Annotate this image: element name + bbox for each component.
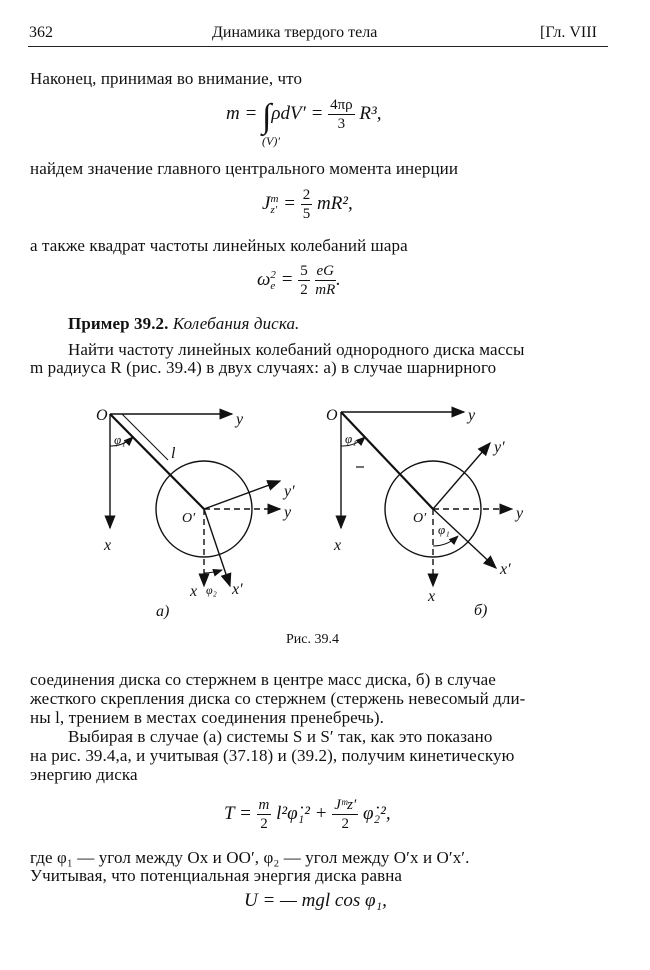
paragraph-5-line-3: ны l, трением в местах соединения пренебречь).: [30, 708, 385, 727]
formula-kinetic-frac1: $\frac{m}{2}$: [258, 797, 270, 832]
formula-mass-fraction: [328, 96, 355, 133]
formula-moment-eq: =: [278, 192, 301, 214]
fig-b-label-phi1b: φ₁: [438, 522, 450, 537]
formula-mass-rhs: R³,: [359, 102, 382, 124]
paragraph-4-line-1: Найти частоту линейных колебаний однородного диска массы: [68, 340, 525, 359]
fig-a-label: а): [156, 603, 170, 620]
fig-a-label-phi2: φ₂: [206, 583, 217, 597]
figure-39-4: [0, 392, 650, 652]
paragraph-6-line-3: энергию диска: [30, 765, 138, 784]
fig-a-label-yprime: y′: [284, 483, 295, 500]
page-number: 362: [29, 24, 53, 41]
fig-a-l-dim: [122, 414, 168, 460]
formula-frequency-indices: 2 e: [270, 268, 276, 292]
formula-kinetic-lhs: T =: [224, 802, 257, 824]
paragraph-2: найдем значение главного центрального момента инерции: [30, 159, 459, 178]
fig-a-label-x2: x: [190, 583, 198, 600]
formula-frequency-eq: =: [275, 268, 299, 290]
fig-b-label: б): [474, 602, 488, 619]
paragraph-4-line-2: m радиуса R (рис. 39.4) в двух случаях: а) в случае шарнирного: [30, 358, 497, 377]
integral-sign: ∫: [262, 97, 272, 135]
paragraph-1: Наконец, принимая во внимание, что: [30, 69, 303, 88]
fig-a-label-Oprime: O′: [182, 511, 196, 526]
formula-kinetic-frac2: $\frac{\text{Jᵐz′}}{2}$: [334, 797, 357, 832]
formula-moment-rhs: mR²,: [316, 192, 353, 214]
example-heading: [68, 314, 299, 334]
header-rule: [28, 46, 608, 47]
fig-a-axis-xprime: [204, 509, 230, 586]
fig-a-label-xprime: x′: [232, 581, 243, 598]
paragraph-3: а также квадрат частоты линейных колебаний шара: [30, 236, 408, 255]
paragraph-7-line-1: где φ₁ — угол между Ox и OO′, φ₂ — угол между O′x и O′x′.: [30, 848, 470, 867]
formula-potential: U = — mgl cos φ₁,: [244, 890, 387, 911]
fig-a-arc-phi2: [204, 570, 222, 573]
formula-moment-den: 5: [302, 206, 311, 222]
paragraph-5-line-1: соединения диска со стержнем в центре масс диска, б) в случае: [30, 670, 496, 689]
formula-mass-lhs: m =: [226, 102, 263, 124]
fig-b-axis-xprime: [433, 509, 496, 568]
fig-a-label-l: l: [171, 445, 176, 462]
formula-mass-integrand: ρdV′ =: [271, 102, 329, 124]
fig-a-label-O: O: [96, 407, 108, 424]
running-title: Динамика твердого тела: [212, 24, 378, 41]
fig-a-label-phi1: φ₁: [114, 432, 126, 447]
formula-mass-num: 4πρ: [330, 97, 353, 113]
paragraph-5-line-2: жесткого скрепления диска со стержнем (стержень невесомый дли-: [30, 689, 526, 708]
fig-a-label-y: y: [236, 411, 244, 428]
formula-frequency-omega: ω: [257, 268, 271, 290]
formula-moment-J: J: [262, 192, 271, 214]
fig-b-label-phi1: φ₁: [345, 431, 357, 446]
paragraph-7-line-2: Учитывая, что потенциальная энергия диска равна: [30, 866, 403, 885]
formula-frequency-frac1: $\frac{5}{2}$: [300, 263, 308, 298]
formula-kinetic: [224, 796, 391, 833]
formula-frequency-end: .: [336, 268, 341, 290]
formula-mass: [226, 96, 381, 136]
fig-a-rod: [110, 414, 204, 509]
fig-b-label-x: x: [334, 537, 342, 554]
fig-b-label-yprime: y′: [494, 439, 505, 456]
paragraph-6-line-2: на рис. 39.4,а, и учитывая (37.18) и (39.2), получим кинетическую: [30, 746, 515, 765]
formula-moment-indices: m z′: [270, 192, 279, 216]
formula-moment: [262, 186, 353, 223]
fig-b-label-O: O: [326, 407, 338, 424]
formula-mass-limit: (V)′: [262, 134, 280, 148]
fig-a-label-y2: y: [284, 504, 292, 521]
formula-mass-den: 3: [337, 116, 346, 132]
chapter-ref: [Гл. VIII: [540, 24, 597, 41]
fig-b-label-x2: x: [428, 588, 436, 605]
fig-b-arc-phi1b: [433, 536, 458, 546]
fig-b-label-y2: y: [516, 505, 524, 522]
example-title: Колебания диска.: [172, 314, 300, 333]
fig-b-label-Oprime: O′: [413, 511, 427, 526]
formula-frequency: [257, 262, 341, 299]
formula-moment-fraction: [301, 186, 313, 223]
figure-caption: Рис. 39.4: [286, 632, 339, 647]
formula-frequency-frac2: $\frac{eG}{mR}$: [315, 263, 336, 298]
fig-b-label-xprime: x′: [500, 561, 511, 578]
formula-moment-num: 2: [302, 187, 311, 203]
example-label: Пример 39.2.: [68, 314, 169, 333]
paragraph-6-line-1: Выбирая в случае (а) системы S и S′ так, как это показано: [68, 727, 493, 746]
fig-a-label-x: x: [104, 537, 112, 554]
formula-kinetic-rhs: φ̇₂²,: [363, 802, 391, 824]
fig-b-label-y: y: [468, 407, 476, 424]
fig-b-axis-yprime: [433, 443, 490, 509]
fig-a-axis-yprime: [204, 481, 280, 509]
formula-kinetic-mid: l²φ̇₁² +: [276, 802, 333, 824]
